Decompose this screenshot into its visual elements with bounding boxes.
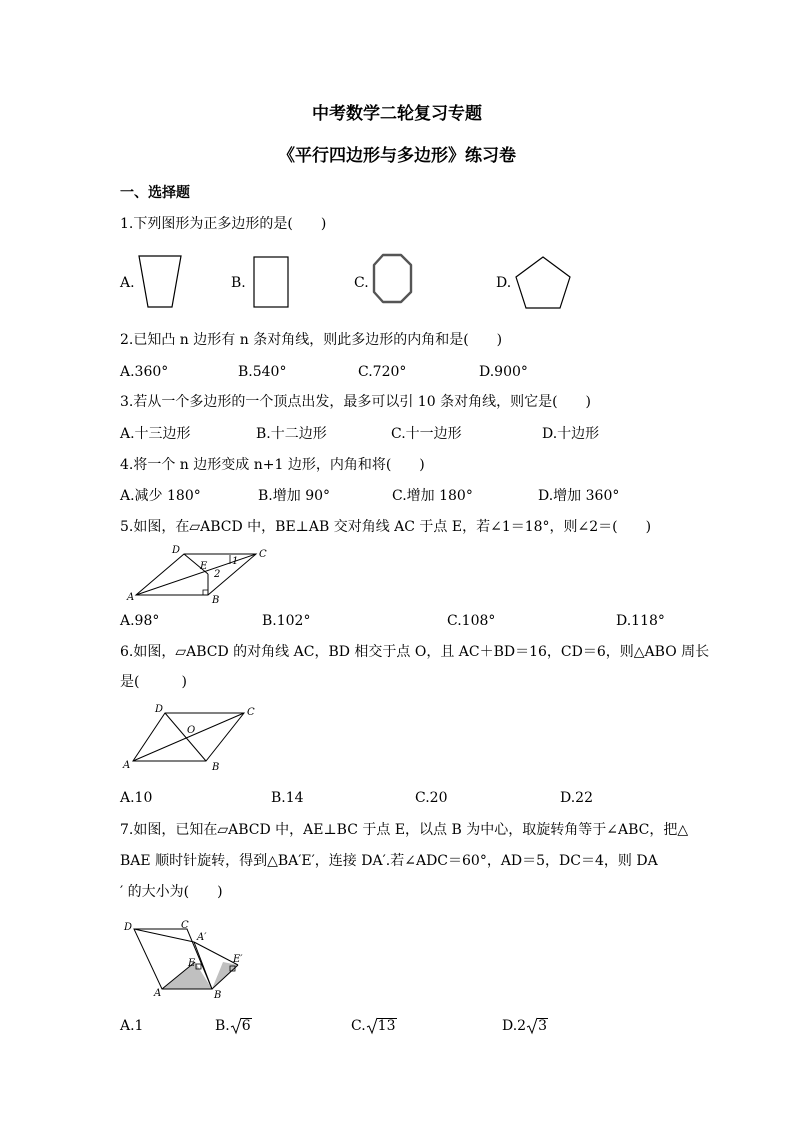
q6-label-a: A — [123, 760, 131, 771]
section-heading: 一、选择题 — [120, 185, 190, 201]
q6-stem-line1: 6.如图，▱ABCD 的对角线 AC，BD 相交于点 O，且 AC＋BD＝16，CD＝6，则△ABO 周长 — [120, 644, 710, 660]
q4-option-c: C.增加 180° — [392, 488, 473, 504]
q6-label-d: D — [155, 704, 164, 715]
radical-sign-icon — [366, 1017, 378, 1035]
sqrt-3 — [526, 1016, 548, 1036]
q1-trapezoid-figure — [136, 253, 184, 313]
q2-option-d: D.900° — [479, 364, 528, 380]
q1-option-a: A. — [120, 275, 135, 291]
page-subtitle: 《平行四边形与多边形》练习卷 — [278, 146, 516, 166]
q5-stem: 5.如图，在▱ABCD 中，BE⊥AB 交对角线 AC 于点 E，若∠1＝18°，则∠2＝( ) — [120, 519, 652, 535]
q7-option-a: A.1 — [120, 1018, 144, 1034]
q1-rectangle-figure — [252, 254, 292, 308]
q6-stem-line2: 是( ) — [120, 674, 187, 690]
q4-option-a: A.减少 180° — [120, 488, 201, 504]
q3-option-b: B.十二边形 — [256, 426, 327, 442]
radicand-6: 6 — [241, 1018, 251, 1034]
q5-angle-1: 1 — [232, 556, 239, 567]
q7-option-d — [502, 1016, 548, 1036]
q5-label-e: E — [200, 561, 208, 572]
q6-option-a: A.10 — [120, 790, 153, 806]
q5-parallelogram-figure — [124, 544, 274, 606]
radical-sign-icon — [526, 1017, 538, 1035]
q6-label-o: O — [187, 725, 196, 736]
q6-option-d: D.22 — [560, 790, 593, 806]
sqrt-6 — [230, 1016, 252, 1036]
q3-option-a: A.十三边形 — [120, 426, 191, 442]
q3-stem: 3.若从一个多边形的一个顶点出发，最多可以引 10 条对角线，则它是( ) — [120, 394, 591, 410]
q5-label-c: C — [259, 549, 267, 560]
q5-option-d: D.118° — [616, 613, 665, 629]
q6-label-b: B — [212, 762, 220, 773]
q1-option-d: D. — [496, 275, 512, 291]
q7-stem-line2: BAE 顺时针旋转，得到△BA′E′，连接 DA′.若∠ADC＝60°，AD＝5，DC＝4，则 DA — [120, 853, 658, 869]
q7-rotation-figure — [120, 920, 250, 1000]
q4-option-d: D.增加 360° — [538, 488, 620, 504]
q7-label-b: B — [214, 990, 222, 1001]
q7-label-e: E — [188, 958, 196, 969]
radicand-3: 3 — [538, 1018, 548, 1034]
q4-stem: 4.将一个 n 边形变成 n+1 边形，内角和将( ) — [120, 457, 425, 473]
q7-option-b — [215, 1016, 252, 1036]
q5-label-a: A — [127, 592, 135, 603]
q6-label-c: C — [247, 707, 255, 718]
q2-option-b: B.540° — [238, 364, 287, 380]
q1-option-c: C. — [354, 275, 369, 291]
q7-label-d: D — [124, 922, 133, 933]
q7-option-c-prefix: C. — [351, 1018, 366, 1034]
q2-option-a: A.360° — [120, 364, 169, 380]
q5-option-c: C.108° — [447, 613, 496, 629]
q6-option-c: C.20 — [415, 790, 448, 806]
q5-label-b: B — [212, 595, 220, 606]
q5-angle-2: 2 — [214, 569, 221, 580]
q6-parallelogram-figure — [120, 700, 260, 776]
q7-label-a: A — [154, 988, 162, 999]
q1-option-b: B. — [231, 275, 246, 291]
q3-option-c: C.十一边形 — [391, 426, 462, 442]
q1-pentagon-figure — [513, 254, 573, 310]
q5-option-a: A.98° — [120, 613, 160, 629]
radicand-13: 13 — [377, 1018, 396, 1034]
q7-option-d-prefix: D.2 — [502, 1018, 527, 1034]
q7-label-c: C — [181, 920, 189, 931]
sqrt-13 — [366, 1016, 397, 1036]
q2-option-c: C.720° — [358, 364, 407, 380]
q2-stem: 2.已知凸 n 边形有 n 条对角线，则此多边形的内角和是( ) — [120, 332, 503, 348]
q4-option-b: B.增加 90° — [258, 488, 331, 504]
q5-option-b: B.102° — [262, 613, 311, 629]
q7-stem-line3: ′ 的大小为( ) — [120, 884, 223, 900]
q7-option-c — [351, 1016, 397, 1036]
q7-option-b-prefix: B. — [215, 1018, 230, 1034]
q7-label-a-prime: A′ — [197, 932, 207, 943]
q6-option-b: B.14 — [271, 790, 304, 806]
q3-option-d: D.十边形 — [542, 426, 600, 442]
q6-figure — [120, 700, 260, 776]
q7-stem-line1: 7.如图，已知在▱ABCD 中，AE⊥BC 于点 E，以点 B 为中心，取旋转角等于∠ABC，把△ — [120, 822, 689, 838]
page-title: 中考数学二轮复习专题 — [312, 104, 482, 124]
radical-sign-icon — [230, 1017, 242, 1035]
q1-octagon-figure — [371, 252, 415, 308]
q7-label-e-prime: E′ — [233, 954, 243, 965]
q1-stem: 1.下列图形为正多边形的是( ) — [120, 216, 327, 232]
q5-label-d: D — [172, 545, 181, 556]
